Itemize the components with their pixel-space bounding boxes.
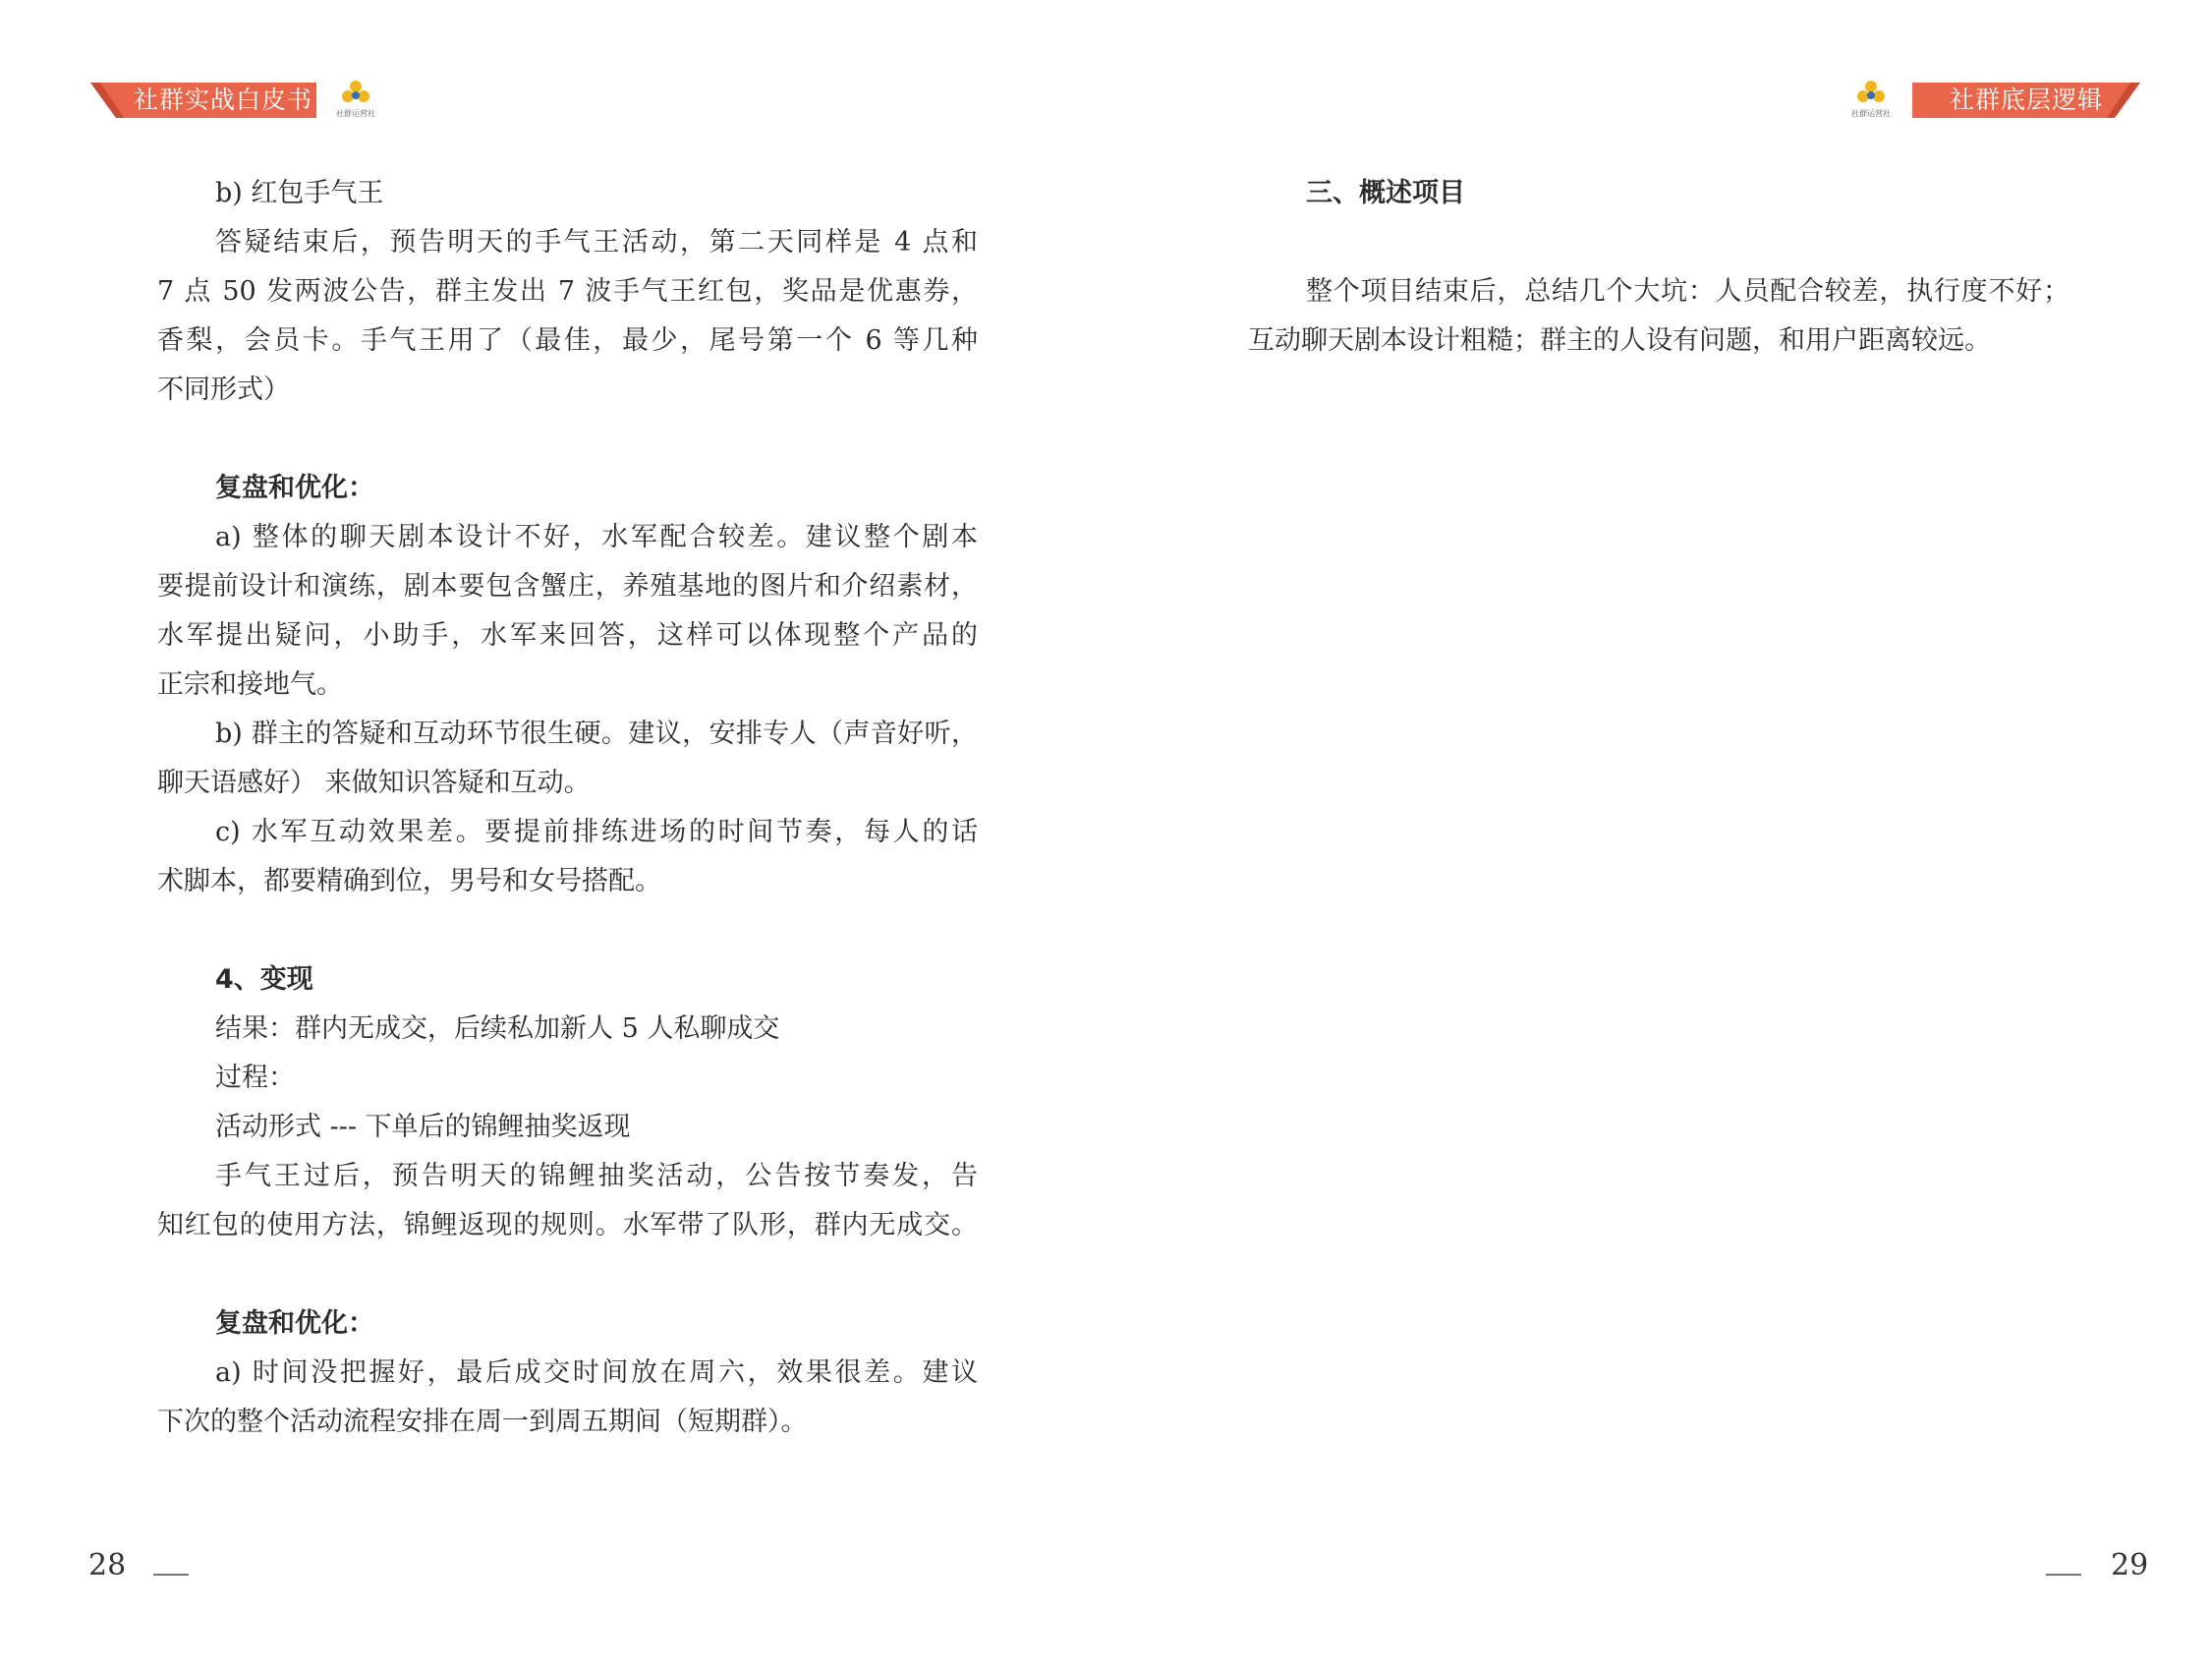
brand-logo	[326, 79, 385, 122]
paragraph-line: a) 整体的聊天剧本设计不好，水军配合较差。建议整个剧本	[215, 522, 978, 552]
paragraph-line: 7 点 50 发两波公告，群主发出 7 波手气王红包，奖品是优惠券，	[157, 276, 978, 307]
logo-caption: 社群运营社	[1851, 109, 1891, 118]
header-title: 社群底层逻辑	[1950, 86, 2104, 114]
logo-caption: 社群运营社	[336, 109, 375, 118]
flower-logo-icon	[1842, 79, 1900, 108]
paragraph-line: 术脚本，都要精确到位，男号和女号搭配。	[157, 866, 661, 896]
left-body-text	[157, 169, 978, 1447]
paragraph-line: 知红包的使用方法，锦鲤返现的规则。水军带了队形，群内无成交。	[157, 1210, 978, 1240]
right-body-text	[1248, 169, 2070, 366]
paragraph-line: b) 群主的答疑和互动环节很生硬。建议，安排专人（声音好听，	[215, 719, 978, 749]
paragraph-line: a) 时间没把握好，最后成交时间放在周六，效果很差。建议	[215, 1357, 978, 1388]
paragraph-line: 手气王过后，预告明天的锦鲤抽奖活动，公告按节奏发，告	[215, 1161, 978, 1191]
folio-dash	[2046, 1574, 2081, 1576]
section-heading: 4、变现	[215, 964, 313, 995]
section-heading: 复盘和优化：	[215, 473, 374, 503]
flower-logo-icon	[326, 79, 385, 108]
paragraph-line: c) 水军互动效果差。要提前排练进场的时间节奏，每人的话	[215, 817, 978, 847]
page-number: 28	[88, 1548, 127, 1583]
paragraph-line: 结果：群内无成交，后续私加新人 5 人私聊成交	[215, 1013, 780, 1044]
paragraph-line: 要提前设计和演练，剧本要包含蟹庄，养殖基地的图片和介绍素材，	[157, 571, 978, 602]
paragraph-line: 活动形式 --- 下单后的锦鲤抽奖返现	[215, 1112, 631, 1142]
header-ribbon	[1912, 83, 2140, 118]
header-title: 社群实战白皮书	[134, 86, 313, 114]
paragraph-line: 香梨，会员卡。手气王用了（最佳，最少，尾号第一个 6 等几种	[157, 325, 978, 356]
paragraph-line: 正宗和接地气。	[157, 669, 343, 700]
brand-logo	[1842, 79, 1900, 122]
subheading: b) 红包手气王	[215, 178, 384, 208]
section-heading: 复盘和优化：	[215, 1308, 374, 1339]
header-ribbon	[90, 83, 316, 118]
right-page	[1106, 0, 2212, 1671]
section-heading: 三、概述项目	[1306, 178, 1465, 208]
page-number: 29	[2111, 1548, 2149, 1583]
paragraph-line: 水军提出疑问，小助手，水军来回答，这样可以体现整个产品的	[157, 620, 978, 651]
folio-dash	[153, 1574, 189, 1576]
paragraph-line: 互动聊天剧本设计粗糙；群主的人设有问题，和用户距离较远。	[1248, 325, 1991, 356]
paragraph-line: 下次的整个活动流程安排在周一到周五期间（短期群）。	[157, 1407, 808, 1437]
paragraph-line: 答疑结束后，预告明天的手气王活动，第二天同样是 4 点和	[215, 227, 978, 258]
paragraph-line: 不同形式）	[157, 375, 290, 405]
paragraph-line: 整个项目结束后，总结几个大坑：人员配合较差，执行度不好；	[1306, 276, 2070, 307]
paragraph-line: 过程：	[215, 1063, 295, 1093]
paragraph-line: 聊天语感好） 来做知识答疑和互动。	[157, 768, 591, 798]
